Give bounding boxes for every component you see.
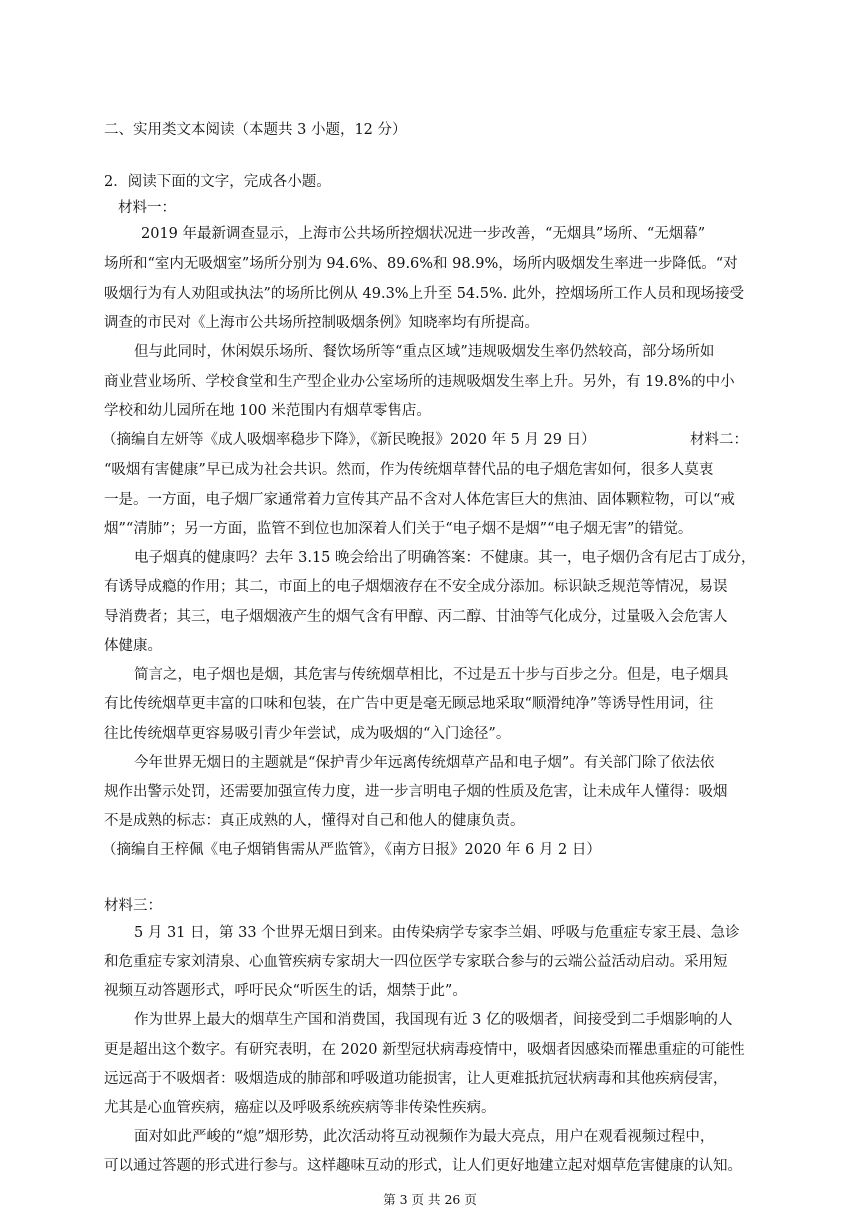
page-total: 26 xyxy=(444,1192,461,1207)
page-suffix: 页 xyxy=(460,1192,477,1207)
text-line: 简言之，电子烟也是烟，其危害与传统烟草相比，不过是五十步与百步之分。但是，电子烟具 xyxy=(134,667,729,683)
text-line: 作为世界上最大的烟草生产国和消费国，我国现有近 3 亿的吸烟者，间接受到二手烟影响的人 xyxy=(134,1012,733,1028)
text-line: 调查的市民对《上海市公共场所控制吸烟条例》知晓率均有所提高。 xyxy=(104,315,539,331)
text-line: 更是超出这个数字。有研究表明，在 2020 新型冠状病毒疫情中，吸烟者因感染而罹患重症的可能性 xyxy=(104,1042,745,1058)
material1-label: 材料一： xyxy=(118,200,176,216)
text-line: 2019 年最新调查显示，上海市公共场所控烟状况进一步改善，“无烟具”场所、“无烟幕” xyxy=(141,226,706,242)
text-line: 和危重症专家刘清泉、心血管疾病专家胡大一四位医学专家联合参与的云端公益活动启动。采用短 xyxy=(104,954,728,970)
text-line: 视频互动答题形式，呼吁民众“听医生的话，烟禁于此”。 xyxy=(104,983,467,999)
text-line: 规作出警示处罚，还需要加强宣传力度，进一步言明电子烟的性质及危害，让未成年人懂得：吸烟 xyxy=(104,784,728,800)
text-line: 电子烟真的健康吗？去年 3.15 晚会给出了明确答案：不健康。其一，电子烟仍含有尼古丁成分， xyxy=(134,550,756,566)
text-line: 烟”“清肺”；另一方面，监管不到位也加深着人们关于“电子烟不是烟”“电子烟无害”的错觉。 xyxy=(104,521,693,537)
text-line: 今年世界无烟日的主题就是“保护青少年远离传统烟草产品和电子烟”。有关部门除了依法依 xyxy=(134,755,715,771)
text-line: 吸烟行为有人劝阻或执法”的场所比例从 49.3%上升至 54.5%. 此外，控烟场所工作人员和现场接受 xyxy=(104,286,744,302)
text-line: 5 月 31 日，第 33 个世界无烟日到来。由传染病学专家李兰娟、呼吸与危重症专家王晨、急诊 xyxy=(134,925,740,941)
text-line: 可以通过答题的形式进行参与。这样趣味互动的形式，让人们更好地建立起对烟草危害健康的认知。 xyxy=(104,1158,742,1174)
page-footer xyxy=(0,1190,860,1208)
text-line: 往比传统烟草更容易吸引青少年尝试，成为吸烟的“入门途径”。 xyxy=(104,726,511,742)
section-heading: 二、实用类文本阅读（本题共 3 小题，12 分） xyxy=(104,122,407,138)
text-line: 有比传统烟草更丰富的口味和包装，在广告中更是毫无顾忌地采取“顺滑纯净”等诱导性用词，往 xyxy=(104,696,714,712)
text-line: 学校和幼儿园所在地 100 米范围内有烟草零售店。 xyxy=(104,403,431,419)
text-line: 商业营业场所、学校食堂和生产型企业办公室场所的违规吸烟发生率上升。另外，有 19.8%的中小 xyxy=(104,374,735,390)
material3-label: 材料三： xyxy=(104,898,162,914)
text-line: 远远高于不吸烟者：吸烟造成的肺部和呼吸道功能损害，让人更难抵抗冠状病毒和其他疾病侵害， xyxy=(104,1071,728,1087)
page-prefix: 第 xyxy=(383,1192,400,1207)
text-line: 一是。一方面，电子烟厂家通常着力宣传其产品不含对人体危害巨大的焦油、固体颗粒物，可以“戒 xyxy=(104,492,735,508)
material2-label: 材料二： xyxy=(690,432,748,448)
material2-source: （摘编自王梓佩《电子烟销售需从严监管》，《南方日报》2020 年 6 月 2 日） xyxy=(102,842,601,858)
text-line: 有诱导成瘾的作用；其二，市面上的电子烟烟液存在不安全成分添加。标识缺乏规范等情况，易误 xyxy=(104,579,728,595)
page-middle: 页 共 xyxy=(407,1192,445,1207)
material1-source: （摘编自左妍等《成人吸烟率稳步下降》，《新民晚报》2020 年 5 月 29 日） xyxy=(102,432,596,448)
text-line: 但与此同时，休闲娱乐场所、餐饮场所等“重点区域”违规吸烟发生率仍然较高，部分场所如 xyxy=(134,344,715,360)
text-line: 导消费者；其三，电子烟烟液产生的烟气含有甲醇、丙二醇、甘油等气化成分，过量吸入会危害人 xyxy=(104,609,728,625)
question-prompt: 2．阅读下面的文字，完成各小题。 xyxy=(104,174,331,190)
text-line: 面对如此严峻的“熄”烟形势，此次活动将互动视频作为最大亮点，用户在观看视频过程中， xyxy=(134,1129,715,1145)
text-line: “吸烟有害健康”早已成为社会共识。然而，作为传统烟草替代品的电子烟危害如何，很多人莫衷 xyxy=(104,462,714,478)
text-line: 场所和“室内无吸烟室”场所分别为 94.6%、89.6%和 98.9%，场所内吸烟发生率进一步降低。“对 xyxy=(104,256,738,272)
text-line: 尤其是心血管疾病，癌症以及呼吸系统疾病等非传染性疾病。 xyxy=(104,1100,496,1116)
text-line: 不是成熟的标志：真正成熟的人，懂得对自己和他人的健康负责。 xyxy=(104,813,525,829)
page-current: 3 xyxy=(399,1192,408,1207)
text-line: 体健康。 xyxy=(104,638,162,654)
